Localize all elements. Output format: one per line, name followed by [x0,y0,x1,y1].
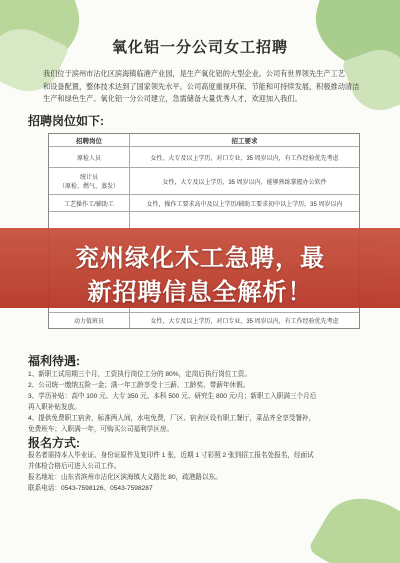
list-item: 2、公司统一缴纳五险一金；满一年工龄享受十三薪、工龄奖、带薪年休假。 [28,382,250,389]
table-row [49,313,359,328]
benefits-list [28,369,378,435]
intro-line: 我们位于滨州市沾化区滨海镇临港产业园，是生产氧化铝的大型企业。公司有世界领先生产工艺 [43,69,345,78]
banner-line: 兖州绿化木工急聘，最 [75,245,325,272]
table-header-row [49,134,359,147]
table-cell-requirement: 女性，大专及以上学历，对口专业，35 周岁以内，有工作经验优先考虑 [150,155,339,162]
list-item: 4、提供免费职工宿舍，标准两人间，水电免费，厂区、宿舍区设有职工餐厅，菜品齐全享受餐补， [28,415,316,422]
list-item: 并体检合格后可进入公司工作。 [28,463,121,470]
table-header-cell: 招工要求 [231,137,258,145]
positions-heading: 招聘岗位如下: [28,114,104,128]
table-row [49,195,359,212]
position-name: 原检人员 [76,155,101,162]
list-item: 报名者需持本人毕业证、身份证原件及复印件 1 张，近期 1 寸彩照 2 张到招工报名处报名，经面试 [28,452,314,459]
table-cell-position [49,313,130,328]
table-row [49,147,359,168]
intro-paragraph [43,68,361,106]
table-cell-position [49,147,130,167]
intro-line: 生产和绿色生产。氧化铝一分公司建立，急需储备大量优秀人才，欢迎加入我们。 [43,94,302,103]
position-name: 工艺操作工/辅助工 [64,201,114,208]
headline-banner [0,228,400,308]
list-item: 报名地址：山东省滨州市沾化区滨海镇大义路比 80，疏港路以东。 [28,474,222,481]
poster-title: 氧化铝一分公司女工招聘 [111,39,288,56]
table-cell-requirement: 女性，大专及以上学历，35 周岁以内，能够熟练掌握办公软件 [162,179,327,186]
banner-line: 新招聘信息全解析！ [87,279,313,306]
table-cell-position [49,168,130,194]
position-name: 统计员 [79,175,98,181]
position-note: （原检、燃气、蒸发） [58,184,119,190]
list-item: 3、学历补贴：高中 100 元、大专 350 元、本科 500 元、研究生 800 元/月；新职工入职满三个月后 [28,393,317,400]
apply-heading: 报名方式: [28,436,80,450]
table-header-cell: 招聘岗位 [49,134,130,146]
list-item: 免费班车；入职满一年，可购买公司福利学区房。 [28,426,174,433]
list-item: 联系电话：0543-7598126、0543-7598287 [28,485,153,492]
intro-line: 和设备配置，整体技术达到了国家领先水平。公司高度重视环保、节能和可持续发展，积极推动清洁 [43,81,360,91]
list-item: 再入职补贴发放。 [28,404,81,411]
table-cell-requirement: 女性，操作工要求高中及以上学历/辅助工要求初中以上学历，35 周岁以内 [146,201,343,208]
apply-list [28,450,378,494]
table-row [49,168,359,195]
position-name: 动力值班员 [73,319,104,325]
table-cell-position [49,195,130,211]
benefits-heading: 福利待遇: [28,354,80,368]
list-item: 1、新职工试用期三个月，工资执行岗位工分的 80%，定岗后执行岗位工资。 [28,371,252,378]
table-cell-requirement: 女性，大专及以上学历，对口专业，35 周岁以内，有工作经验优先考虑 [150,319,339,325]
